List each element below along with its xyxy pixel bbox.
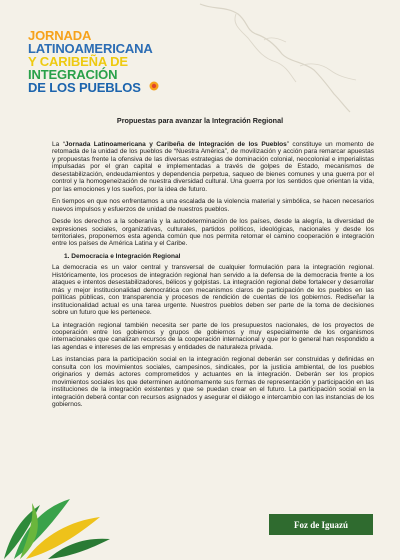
document-body <box>52 141 374 414</box>
paragraph-6: Las instancias para la participación social en la integración regional deberán ser construidas y definidas en consulta con los movimientos sociales, campesinos, sindicales, por la justicia ambiental, de los pueblos originarios y demás actores comprometidos y actuantes en la integración. Deberán ser los propios movimientos sociales los que determinen autónomamente sus formas de representación y participación en las instituciones de la integración existentes y que se puedan crear en el futuro. La participación social en la integración deberá contar con recursos asignados y asegurar el diálogo e intercambio con las instancias de los gobiernos. <box>52 356 374 409</box>
location-badge: Foz de Iguazú <box>269 514 373 535</box>
section-heading: 1. Democracia e Integración Regional <box>64 252 181 260</box>
leaf-icon <box>0 455 120 560</box>
intro-rest: ” constituye un momento de retomada de la unidad de los pueblos de “Nuestra América”, de movilización y acción para remarcar apuestas y propuestas frente la ofensiva de las diversas estrategias de dominación colonial, neocolonial e imperialistas impulsadas por el gran capital e implementadas a través de golpes de Estado, mecanismos de desestabilización, endeudamientos y dependencia perpetua, saqueo de bienes comunes y una guerra por el control y la homogeneización de nuestra diversidad cultural. Una guerra por los sentidos que orientan la vida, por las emociones y los sueños, por la idea de futuro. <box>52 141 374 193</box>
paragraph-3: Desde los derechos a la soberanía y la autodeterminación de los países, desde la alegría, la diversidad de expresiones sociales, organizativas, culturales, partidos políticos, ideológicas, nacionales y desde los territoriales, proponemos esta agenda común que nos permita retomar el camino cooperación e integración entre los países de América Latina y el Caribe. <box>52 218 374 248</box>
intro-bold-name: Jornada Latinoamericana y Caribeña de Integración de los Pueblos <box>64 141 287 148</box>
title-line-1: JORNADA <box>28 28 92 43</box>
intro-prefix: La “ <box>52 141 65 148</box>
paragraph-intro <box>52 141 374 193</box>
paragraph-4: La democracia es un valor central y transversal de cualquier formulación para la integración regional. Históricamente, los procesos de integración regional han servido a la defensa de la democracia frente a los ataques e intentos desestabilizadores, bélicos y golpistas. La integración regional debe fortalecer y desarrollar más y mejor institucionalidad democrática con mecanismos claros de participación de los pueblos en las políticas públicas, con transparencia y procesos de rendición de cuentas de los gobiernos. Rediseñar la institucionalidad actual es una tarea urgente. Nuestros pueblos deben ser parte de la toma de decisiones sobre un futuro que les pertenece. <box>52 264 374 317</box>
title-line-3: Y CARIBEÑA DE <box>28 54 128 69</box>
paragraph-5: La integración regional también necesita ser parte de los presupuestos nacionales, de los proyectos de cooperación entre los gobiernos y grupos de gobiernos y muy especialmente de los organismos internacionales que canalizan recursos de la cooperación internacional y que por lo general han respondido a las agendas e intereses de las empresas y entidades de naturaleza privada. <box>52 321 374 351</box>
document-title <box>28 29 228 94</box>
title-line-5: DE LOS PUEBLOS <box>28 80 141 95</box>
title-line-2: LATINOAMERICANA <box>28 41 153 56</box>
document-subtitle: Propuestas para avanzar la Integración Regional <box>116 116 284 125</box>
paragraph-2: En tiempos en que nos enfrentamos a una escalada de la violencia material y simbólica, se hacen necesarios nuevos impulsos y esfuerzos de unidad de nuestros pueblos. <box>52 198 374 213</box>
title-line-4: INTEGRACIÓN <box>28 67 118 82</box>
